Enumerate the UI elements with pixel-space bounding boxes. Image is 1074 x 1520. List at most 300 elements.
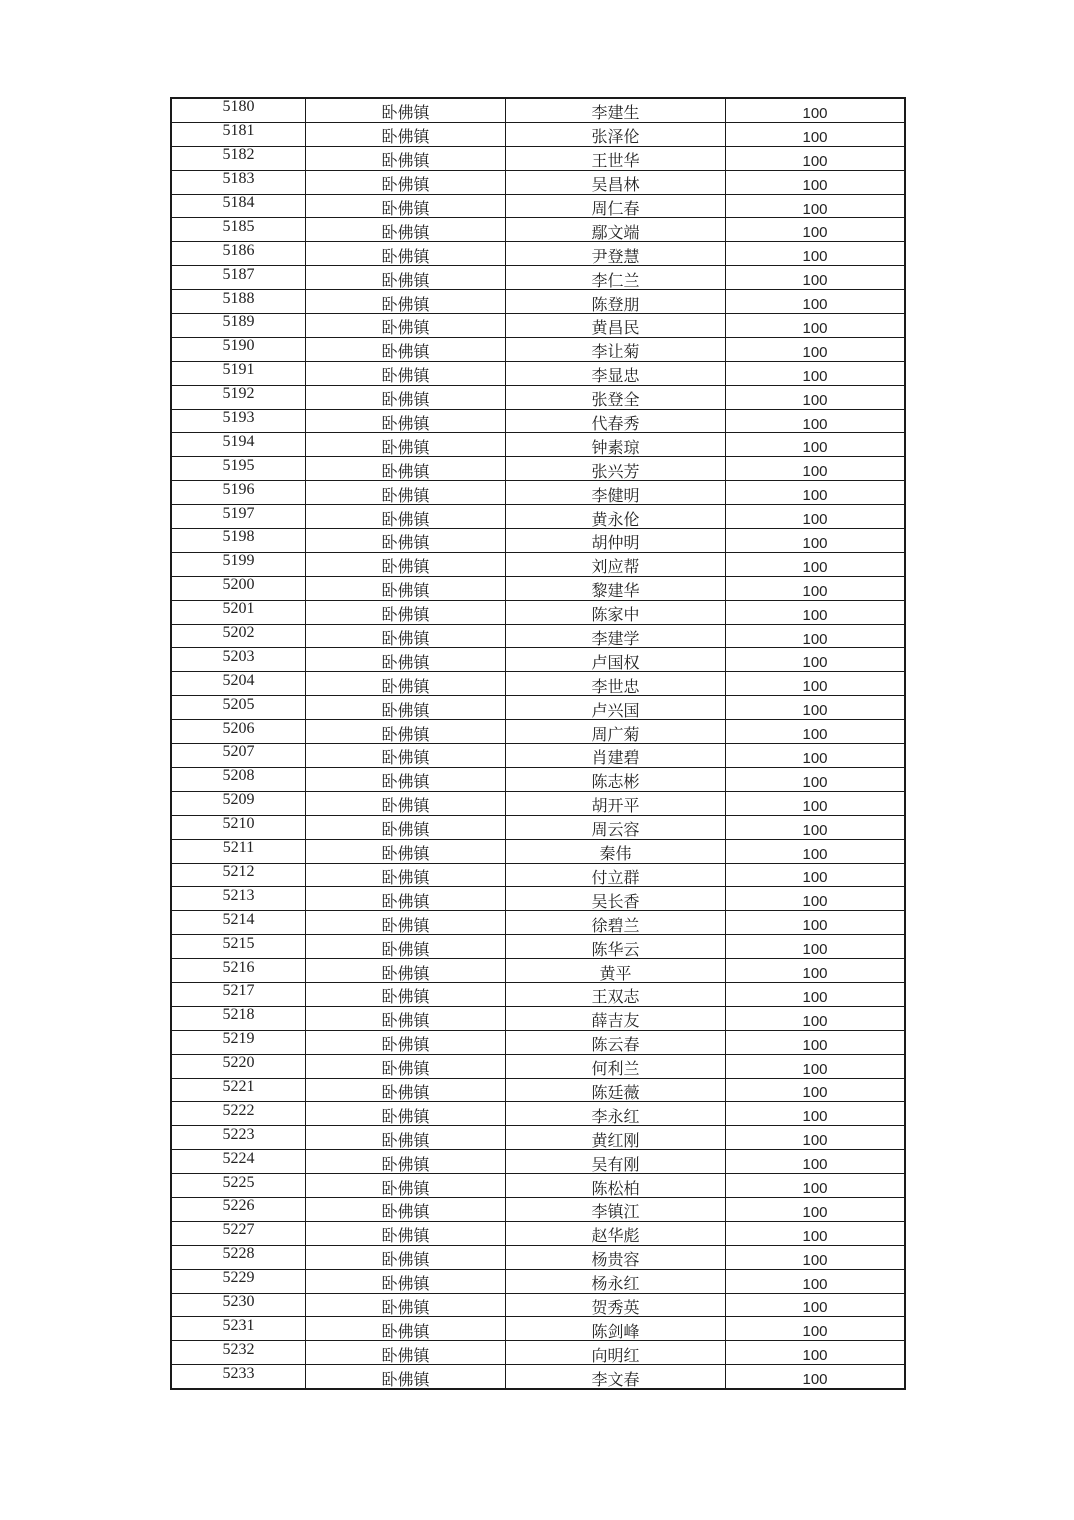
- amount-cell-text: 100: [802, 606, 828, 624]
- person-name-cell: [506, 290, 726, 314]
- table-row: [171, 457, 905, 481]
- table-row: [171, 863, 905, 887]
- town-cell: [306, 911, 506, 935]
- person-name-cell: [506, 314, 726, 338]
- amount-cell-text: 100: [802, 821, 828, 839]
- town-cell-text: 卧佛镇: [381, 1321, 430, 1341]
- serial-number-cell: [171, 385, 306, 409]
- town-cell: [306, 1245, 506, 1269]
- serial-number-cell: [171, 98, 306, 122]
- table-row: [171, 767, 905, 791]
- amount-cell-text: 100: [802, 1156, 828, 1174]
- serial-number-cell-text: 5226: [222, 1197, 255, 1215]
- serial-number-cell-text: 5222: [222, 1101, 255, 1119]
- person-name-cell-text: 鄢文端: [591, 222, 640, 242]
- serial-number-cell: [171, 648, 306, 672]
- amount-cell: [726, 529, 906, 553]
- town-cell: [306, 98, 506, 122]
- person-name-cell-text: 徐碧兰: [591, 915, 640, 935]
- amount-cell: [726, 1221, 906, 1245]
- person-name-cell-text: 陈廷薇: [591, 1082, 640, 1102]
- person-name-cell-text: 黄平: [599, 963, 632, 983]
- town-cell-text: 卧佛镇: [381, 1274, 430, 1294]
- person-name-cell: [506, 1102, 726, 1126]
- person-name-cell-text: 李显忠: [591, 366, 640, 386]
- table-row: [171, 720, 905, 744]
- serial-number-cell: [171, 1317, 306, 1341]
- person-name-cell-text: 李建生: [591, 103, 640, 123]
- amount-cell: [726, 815, 906, 839]
- amount-cell-text: 100: [802, 200, 828, 218]
- amount-cell-text: 100: [802, 104, 828, 122]
- person-name-cell-text: 王双志: [591, 987, 640, 1007]
- amount-cell-text: 100: [802, 630, 828, 648]
- amount-cell-text: 100: [802, 1323, 828, 1341]
- amount-cell-text: 100: [802, 965, 828, 982]
- town-cell: [306, 1221, 506, 1245]
- town-cell-text: 卧佛镇: [381, 222, 430, 242]
- serial-number-cell: [171, 1293, 306, 1317]
- person-name-cell-text: 陈登朋: [591, 294, 640, 314]
- serial-number-cell: [171, 1245, 306, 1269]
- table-row: [171, 600, 905, 624]
- table-row: [171, 146, 905, 170]
- person-name-cell: [506, 481, 726, 505]
- table-row: [171, 529, 905, 553]
- serial-number-cell: [171, 744, 306, 768]
- person-name-cell: [506, 337, 726, 361]
- person-name-cell-text: 周广菊: [591, 724, 640, 744]
- serial-number-cell-text: 5202: [222, 624, 255, 642]
- person-name-cell-text: 吴长香: [591, 891, 640, 911]
- town-cell: [306, 600, 506, 624]
- person-name-cell-text: 李镇江: [591, 1202, 640, 1222]
- serial-number-cell-text: 5184: [222, 194, 255, 211]
- serial-number-cell-text: 5208: [222, 767, 255, 785]
- amount-cell: [726, 720, 906, 744]
- amount-cell: [726, 911, 906, 935]
- amount-cell: [726, 1102, 906, 1126]
- serial-number-cell-text: 5212: [222, 863, 255, 880]
- town-cell: [306, 122, 506, 146]
- serial-number-cell: [171, 720, 306, 744]
- person-name-cell: [506, 1030, 726, 1054]
- serial-number-cell-text: 5229: [222, 1269, 255, 1287]
- table-row: [171, 672, 905, 696]
- person-name-cell-text: 代春秀: [591, 414, 640, 433]
- town-cell-text: 卧佛镇: [381, 963, 430, 983]
- town-cell: [306, 576, 506, 600]
- serial-number-cell: [171, 911, 306, 935]
- serial-number-cell-text: 5211: [222, 839, 255, 857]
- serial-number-cell: [171, 1030, 306, 1054]
- amount-cell-text: 100: [802, 1060, 828, 1078]
- table-row: [171, 266, 905, 290]
- town-cell-text: 卧佛镇: [381, 1154, 430, 1174]
- table-row: [171, 1078, 905, 1102]
- serial-number-cell-text: 5209: [222, 791, 255, 809]
- amount-cell: [726, 959, 906, 983]
- serial-number-cell-text: 5230: [222, 1293, 255, 1310]
- amount-cell: [726, 1078, 906, 1102]
- amount-cell-text: 100: [802, 702, 828, 720]
- town-cell: [306, 194, 506, 218]
- amount-cell: [726, 1245, 906, 1269]
- town-cell: [306, 266, 506, 290]
- town-cell: [306, 337, 506, 361]
- person-name-cell-text: 张泽伦: [591, 127, 640, 147]
- serial-number-cell: [171, 505, 306, 529]
- amount-cell: [726, 314, 906, 338]
- serial-number-cell: [171, 1150, 306, 1174]
- serial-number-cell-text: 5231: [222, 1316, 255, 1334]
- serial-number-cell: [171, 1341, 306, 1365]
- table-row: [171, 505, 905, 529]
- serial-number-cell-text: 5210: [222, 815, 255, 833]
- person-name-cell-text: 尹登慧: [591, 246, 640, 266]
- person-name-cell: [506, 1221, 726, 1245]
- serial-number-cell-text: 5219: [222, 1030, 255, 1048]
- person-name-cell: [506, 170, 726, 194]
- table-row: [171, 1197, 905, 1221]
- serial-number-cell-text: 5188: [222, 289, 255, 307]
- person-name-cell: [506, 385, 726, 409]
- person-name-cell-text: 周云容: [591, 820, 640, 840]
- amount-cell: [726, 194, 906, 218]
- town-cell-text: 卧佛镇: [381, 437, 430, 457]
- amount-cell: [726, 767, 906, 791]
- amount-cell-text: 100: [802, 1371, 828, 1389]
- person-name-cell: [506, 672, 726, 696]
- table-row: [171, 361, 905, 385]
- town-cell-text: 卧佛镇: [381, 724, 430, 744]
- amount-cell: [726, 648, 906, 672]
- town-cell-text: 卧佛镇: [381, 390, 430, 410]
- table-row: [171, 170, 905, 194]
- serial-number-cell: [171, 481, 306, 505]
- serial-number-cell-text: 5200: [222, 576, 255, 594]
- amount-cell: [726, 1174, 906, 1198]
- serial-number-cell: [171, 624, 306, 648]
- town-cell-text: 卧佛镇: [381, 1011, 430, 1031]
- town-cell-text: 卧佛镇: [381, 151, 430, 171]
- amount-cell-text: 100: [802, 319, 828, 337]
- town-cell-text: 卧佛镇: [381, 915, 430, 935]
- person-name-cell-text: 周仁春: [591, 199, 640, 218]
- serial-number-cell-text: 5217: [222, 982, 255, 1000]
- town-cell-text: 卧佛镇: [381, 1130, 430, 1150]
- serial-number-cell-text: 5233: [222, 1364, 255, 1382]
- person-name-cell: [506, 648, 726, 672]
- person-name-cell: [506, 1054, 726, 1078]
- amount-cell-text: 100: [802, 678, 828, 696]
- table-row: [171, 242, 905, 266]
- amount-cell-text: 100: [802, 1084, 828, 1102]
- serial-number-cell-text: 5216: [222, 958, 255, 976]
- amount-cell: [726, 218, 906, 242]
- person-name-cell-text: 李世忠: [591, 676, 640, 696]
- serial-number-cell: [171, 1269, 306, 1293]
- serial-number-cell-text: 5197: [222, 504, 255, 522]
- serial-number-cell-text: 5191: [222, 361, 255, 379]
- serial-number-cell-text: 5196: [222, 480, 255, 498]
- amount-cell: [726, 1126, 906, 1150]
- person-name-cell-text: 张兴芳: [591, 461, 640, 481]
- table-row: [171, 1150, 905, 1174]
- person-name-cell: [506, 767, 726, 791]
- town-cell-text: 卧佛镇: [381, 652, 430, 672]
- amount-cell-text: 100: [802, 1036, 828, 1054]
- serial-number-cell-text: 5189: [222, 313, 255, 331]
- town-cell: [306, 457, 506, 481]
- serial-number-cell: [171, 1006, 306, 1030]
- amount-cell-text: 100: [802, 797, 828, 815]
- town-cell-text: 卧佛镇: [381, 1250, 430, 1270]
- table-row: [171, 218, 905, 242]
- table-row: [171, 959, 905, 983]
- amount-cell-text: 100: [802, 726, 828, 744]
- amount-cell-text: 100: [802, 1012, 828, 1030]
- amount-cell-text: 100: [802, 367, 828, 385]
- town-cell-text: 卧佛镇: [381, 366, 430, 386]
- table-row: [171, 1126, 905, 1150]
- serial-number-cell-text: 5205: [222, 695, 255, 713]
- town-cell: [306, 409, 506, 433]
- amount-cell: [726, 887, 906, 911]
- person-name-cell-text: 李仁兰: [591, 270, 640, 290]
- person-name-cell: [506, 242, 726, 266]
- table-row: [171, 314, 905, 338]
- serial-number-cell: [171, 290, 306, 314]
- town-cell: [306, 887, 506, 911]
- amount-cell: [726, 457, 906, 481]
- amount-cell-text: 100: [802, 1251, 828, 1269]
- person-name-cell: [506, 959, 726, 983]
- amount-cell-text: 100: [802, 869, 828, 887]
- town-cell-text: 卧佛镇: [381, 629, 430, 648]
- serial-number-cell-text: 5195: [222, 456, 255, 474]
- serial-number-cell-text: 5198: [222, 528, 255, 546]
- person-name-cell-text: 陈剑峰: [591, 1321, 640, 1341]
- serial-number-cell-text: 5185: [222, 217, 255, 235]
- amount-cell: [726, 242, 906, 266]
- amount-cell: [726, 1341, 906, 1365]
- town-cell: [306, 1078, 506, 1102]
- town-cell: [306, 361, 506, 385]
- person-name-cell-text: 肖建碧: [591, 748, 640, 768]
- town-cell: [306, 767, 506, 791]
- table-row: [171, 1341, 905, 1365]
- town-cell-text: 卧佛镇: [381, 294, 430, 314]
- town-cell: [306, 935, 506, 959]
- person-name-cell: [506, 1269, 726, 1293]
- town-cell-text: 卧佛镇: [381, 1369, 430, 1389]
- table-row: [171, 433, 905, 457]
- town-cell-text: 卧佛镇: [381, 748, 430, 768]
- serial-number-cell: [171, 314, 306, 338]
- person-name-cell-text: 秦伟: [599, 844, 632, 863]
- serial-number-cell: [171, 457, 306, 481]
- person-name-cell: [506, 791, 726, 815]
- town-cell: [306, 385, 506, 409]
- town-cell: [306, 624, 506, 648]
- person-name-cell-text: 陈家中: [591, 605, 640, 625]
- town-cell: [306, 1341, 506, 1365]
- serial-number-cell-text: 5214: [222, 910, 255, 928]
- table-row: [171, 409, 905, 433]
- person-name-cell-text: 李建学: [591, 629, 640, 648]
- person-name-cell: [506, 744, 726, 768]
- amount-cell-text: 100: [802, 272, 828, 290]
- person-name-cell-text: 陈松柏: [591, 1178, 640, 1198]
- town-cell: [306, 1102, 506, 1126]
- town-cell-text: 卧佛镇: [381, 700, 430, 720]
- amount-cell: [726, 1269, 906, 1293]
- serial-number-cell: [171, 1365, 306, 1389]
- amount-cell: [726, 98, 906, 122]
- serial-number-cell-text: 5223: [222, 1125, 255, 1143]
- serial-number-cell: [171, 791, 306, 815]
- amount-cell-text: 100: [802, 296, 828, 314]
- person-name-cell: [506, 433, 726, 457]
- serial-number-cell: [171, 672, 306, 696]
- amount-cell: [726, 337, 906, 361]
- town-cell-text: 卧佛镇: [381, 939, 430, 959]
- town-cell-text: 卧佛镇: [381, 867, 430, 887]
- town-cell-text: 卧佛镇: [381, 318, 430, 338]
- table-row: [171, 1317, 905, 1341]
- amount-cell-text: 100: [802, 1108, 828, 1126]
- amount-cell: [726, 361, 906, 385]
- amount-cell: [726, 576, 906, 600]
- town-cell: [306, 505, 506, 529]
- town-cell-text: 卧佛镇: [381, 485, 430, 505]
- town-cell: [306, 791, 506, 815]
- amount-cell-text: 100: [802, 128, 828, 146]
- person-name-cell: [506, 409, 726, 433]
- town-cell: [306, 1317, 506, 1341]
- person-name-cell-text: 张登全: [591, 390, 640, 410]
- person-name-cell-text: 陈华云: [591, 939, 640, 959]
- serial-number-cell-text: 5228: [222, 1245, 255, 1263]
- town-cell-text: 卧佛镇: [381, 1345, 430, 1365]
- serial-number-cell: [171, 170, 306, 194]
- serial-number-cell: [171, 266, 306, 290]
- table-row: [171, 1269, 905, 1293]
- person-name-cell: [506, 1174, 726, 1198]
- serial-number-cell-text: 5224: [222, 1149, 255, 1167]
- person-name-cell-text: 陈志彬: [591, 772, 640, 792]
- town-cell: [306, 314, 506, 338]
- table-row: [171, 290, 905, 314]
- serial-number-cell: [171, 1078, 306, 1102]
- town-cell-text: 卧佛镇: [381, 1202, 430, 1222]
- amount-cell: [726, 600, 906, 624]
- town-cell: [306, 1126, 506, 1150]
- table-row: [171, 696, 905, 720]
- serial-number-cell: [171, 433, 306, 457]
- serial-number-cell: [171, 122, 306, 146]
- serial-number-cell-text: 5193: [222, 409, 255, 427]
- person-name-cell: [506, 98, 726, 122]
- amount-cell-text: 100: [802, 749, 828, 767]
- table-row: [171, 122, 905, 146]
- person-name-cell: [506, 457, 726, 481]
- person-name-cell-text: 黄昌民: [591, 318, 640, 338]
- person-name-cell: [506, 624, 726, 648]
- town-cell: [306, 1150, 506, 1174]
- serial-number-cell-text: 5227: [222, 1221, 255, 1239]
- amount-cell: [726, 505, 906, 529]
- town-cell-text: 卧佛镇: [381, 461, 430, 481]
- town-cell: [306, 529, 506, 553]
- serial-number-cell: [171, 576, 306, 600]
- person-name-cell-text: 王世华: [591, 151, 640, 171]
- town-cell-text: 卧佛镇: [381, 891, 430, 911]
- amount-cell-text: 100: [802, 582, 828, 600]
- amount-cell: [726, 1317, 906, 1341]
- amount-cell-text: 100: [802, 224, 828, 242]
- person-name-cell-text: 李永红: [591, 1106, 640, 1126]
- person-name-cell-text: 杨贵容: [591, 1250, 640, 1270]
- serial-number-cell: [171, 552, 306, 576]
- town-cell-text: 卧佛镇: [381, 246, 430, 266]
- town-cell-text: 卧佛镇: [381, 1106, 430, 1126]
- serial-number-cell: [171, 1197, 306, 1221]
- person-name-cell-text: 吴有刚: [591, 1154, 640, 1174]
- roster-table-body: [171, 98, 905, 1389]
- serial-number-cell-text: 5220: [222, 1054, 255, 1072]
- person-name-cell: [506, 815, 726, 839]
- person-name-cell-text: 李让菊: [591, 342, 640, 362]
- table-row: [171, 337, 905, 361]
- serial-number-cell-text: 5215: [222, 934, 255, 952]
- serial-number-cell-text: 5204: [222, 671, 255, 689]
- town-cell: [306, 146, 506, 170]
- town-cell-text: 卧佛镇: [381, 1059, 430, 1079]
- town-cell: [306, 1269, 506, 1293]
- serial-number-cell-text: 5183: [222, 170, 255, 188]
- town-cell: [306, 696, 506, 720]
- table-row: [171, 911, 905, 935]
- serial-number-cell: [171, 1054, 306, 1078]
- person-name-cell-text: 薛吉友: [591, 1011, 640, 1031]
- town-cell-text: 卧佛镇: [381, 270, 430, 290]
- person-name-cell-text: 赵华彪: [591, 1226, 640, 1246]
- person-name-cell-text: 胡开平: [591, 796, 640, 816]
- serial-number-cell: [171, 218, 306, 242]
- amount-cell-text: 100: [802, 152, 828, 170]
- amount-cell-text: 100: [802, 439, 828, 457]
- serial-number-cell: [171, 242, 306, 266]
- person-name-cell: [506, 1245, 726, 1269]
- person-name-cell-text: 卢兴国: [591, 700, 640, 720]
- serial-number-cell: [171, 529, 306, 553]
- table-row: [171, 648, 905, 672]
- serial-number-cell-text: 5181: [222, 122, 255, 140]
- amount-cell: [726, 266, 906, 290]
- person-name-cell: [506, 1341, 726, 1365]
- amount-cell-text: 100: [802, 1347, 828, 1365]
- serial-number-cell: [171, 409, 306, 433]
- person-name-cell: [506, 1365, 726, 1389]
- amount-cell-text: 100: [802, 1132, 828, 1150]
- table-row: [171, 1245, 905, 1269]
- table-row: [171, 576, 905, 600]
- town-cell: [306, 552, 506, 576]
- amount-cell-text: 100: [802, 1203, 828, 1221]
- amount-cell-text: 100: [802, 1299, 828, 1317]
